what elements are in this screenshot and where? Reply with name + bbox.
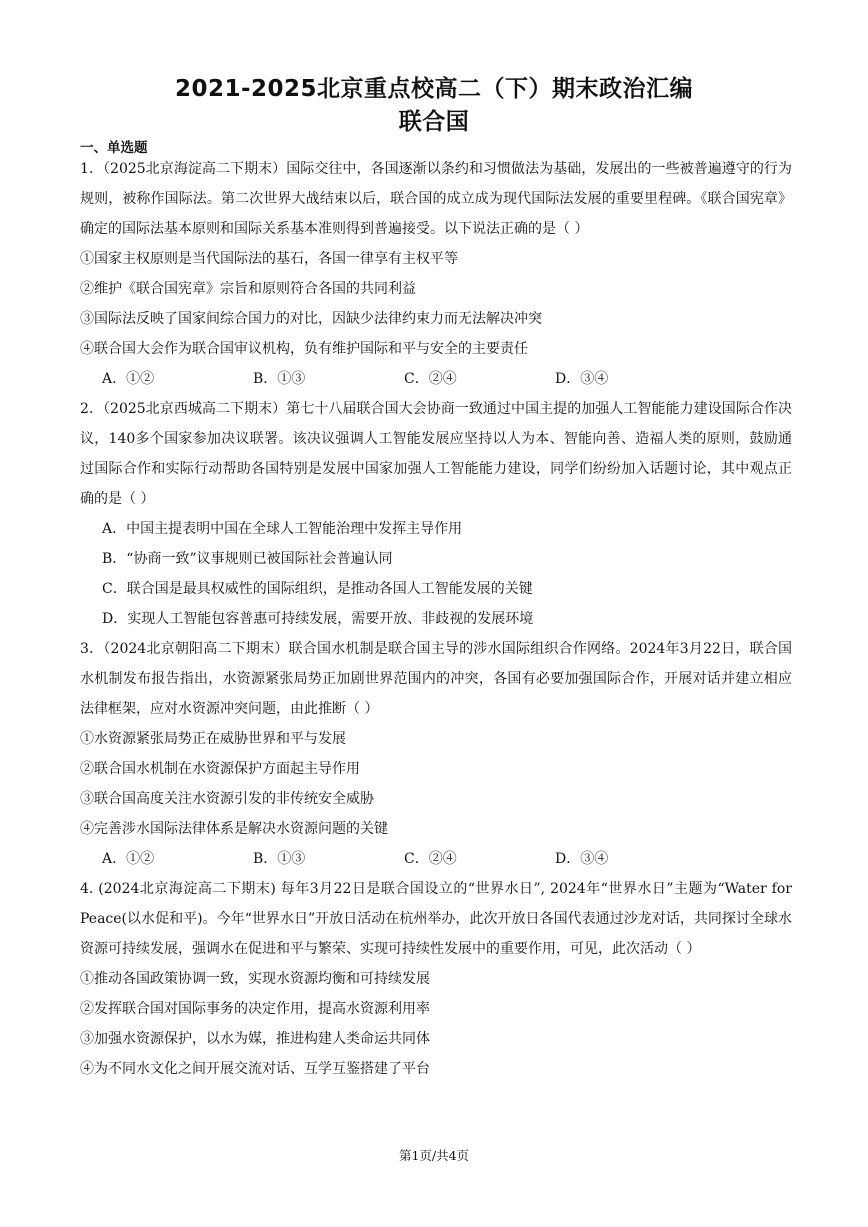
- choice-d: D．③④: [555, 371, 609, 387]
- question-3: [80, 634, 792, 874]
- question-stem: 2．（2025北京西城高二下期末）第七十八届联合国大会协商一致通过中国主提的加强人工智能能力建设国际合作决议，140多个国家参加决议联署。该决议强调人工智能发展应坚持以人为本、智能向善、造福人类的原则，鼓励通过国际合作和实际行动帮助各国特别是发展中国家加强人工智能能力建设，同学们纷纷加入话题讨论，其中观点正确的是（ ）: [80, 401, 792, 507]
- choice-b: B．①③: [253, 371, 306, 387]
- question-stem: 3．（2024北京朝阳高二下期末）联合国水机制是联合国主导的涉水国际组织合作网络。2024年3月22日，联合国水机制发布报告指出，水资源紧张局势正加剧世界范围内的冲突，各国有必要加强国际合作，开展对话并建立相应法律框架，应对水资源冲突问题，由此推断（ ）: [80, 641, 792, 717]
- statement-item: ③加强水资源保护，以水为媒，推进构建人类命运共同体: [80, 1031, 430, 1047]
- statement-item: ①国家主权原则是当代国际法的基石，各国一律享有主权平等: [80, 251, 458, 267]
- question-4: [80, 874, 792, 1084]
- choice-d: D．③④: [555, 851, 609, 867]
- statement-item: ④完善涉水国际法律体系是解决水资源问题的关键: [80, 821, 388, 837]
- statement-item: ①推动各国政策协调一致，实现水资源均衡和可持续发展: [80, 971, 430, 987]
- section-heading: 一、单选题: [80, 140, 148, 156]
- choice-a: A．①②: [102, 371, 155, 387]
- choice-b: B．①③: [253, 851, 306, 867]
- question-stem: 1．（2025北京海淀高二下期末）国际交往中，各国逐渐以条约和习惯做法为基础，发展出的一些被普遍遵守的行为规则，被称作国际法。第二次世界大战结束以后，联合国的成立成为现代国际法发展的重要里程碑。《联合国宪章》确定的国际法基本原则和国际关系基本准则得到普遍接受。以下说法正确的是（ ）: [80, 161, 792, 237]
- option-b: B．“协商一致”议事规则已被国际社会普遍认同: [102, 551, 393, 567]
- answer-choices: [80, 844, 792, 874]
- question-stem: 4. (2024北京海淀高二下期末) 每年3月22日是联合国设立的“世界水日”, 2024年“世界水日”主题为“Water for Peace(以水促和平)。今年“世界水日”开放日活动在杭州举办，此次开放日各国代表通过沙龙对话，共同探讨全球水资源可持续发展，强调水在促进和平与繁荣、实现可持续性发展中的重要作用，可见，此次活动（ ）: [80, 881, 792, 957]
- choice-a: A．①②: [102, 851, 155, 867]
- option-a: A．中国主提表明中国在全球人工智能治理中发挥主导作用: [102, 521, 463, 537]
- option-c: C．联合国是最具权威性的国际组织，是推动各国人工智能发展的关键: [102, 581, 533, 597]
- statement-item: ②维护《联合国宪章》宗旨和原则符合各国的共同利益: [80, 281, 416, 297]
- statement-item: ③联合国高度关注水资源引发的非传统安全威胁: [80, 791, 374, 807]
- statement-item: ①水资源紧张局势正在威胁世界和平与发展: [80, 731, 346, 747]
- question-list: [80, 154, 792, 1084]
- question-1: [80, 154, 792, 394]
- document-title: 2021-2025北京重点校高二（下）期末政治汇编: [174, 76, 694, 102]
- statement-item: ②联合国水机制在水资源保护方面起主导作用: [80, 761, 360, 777]
- statement-item: ②发挥联合国对国际事务的决定作用，提高水资源利用率: [80, 1001, 430, 1017]
- choice-c: C．②④: [404, 371, 457, 387]
- choice-c: C．②④: [404, 851, 457, 867]
- statement-item: ④为不同水文化之间开展交流对话、互学互鉴搭建了平台: [80, 1061, 430, 1077]
- option-d: D．实现人工智能包容普惠可持续发展，需要开放、非歧视的发展环境: [102, 611, 534, 627]
- question-2: [80, 394, 792, 634]
- page-number: 第1页/共4页: [398, 1148, 470, 1163]
- answer-choices: [80, 364, 792, 394]
- statement-item: ③国际法反映了国家间综合国力的对比，因缺少法律约束力而无法解决冲突: [80, 311, 542, 327]
- document-subtitle: 联合国: [398, 109, 470, 135]
- statement-item: ④联合国大会作为联合国审议机构，负有维护国际和平与安全的主要责任: [80, 341, 528, 357]
